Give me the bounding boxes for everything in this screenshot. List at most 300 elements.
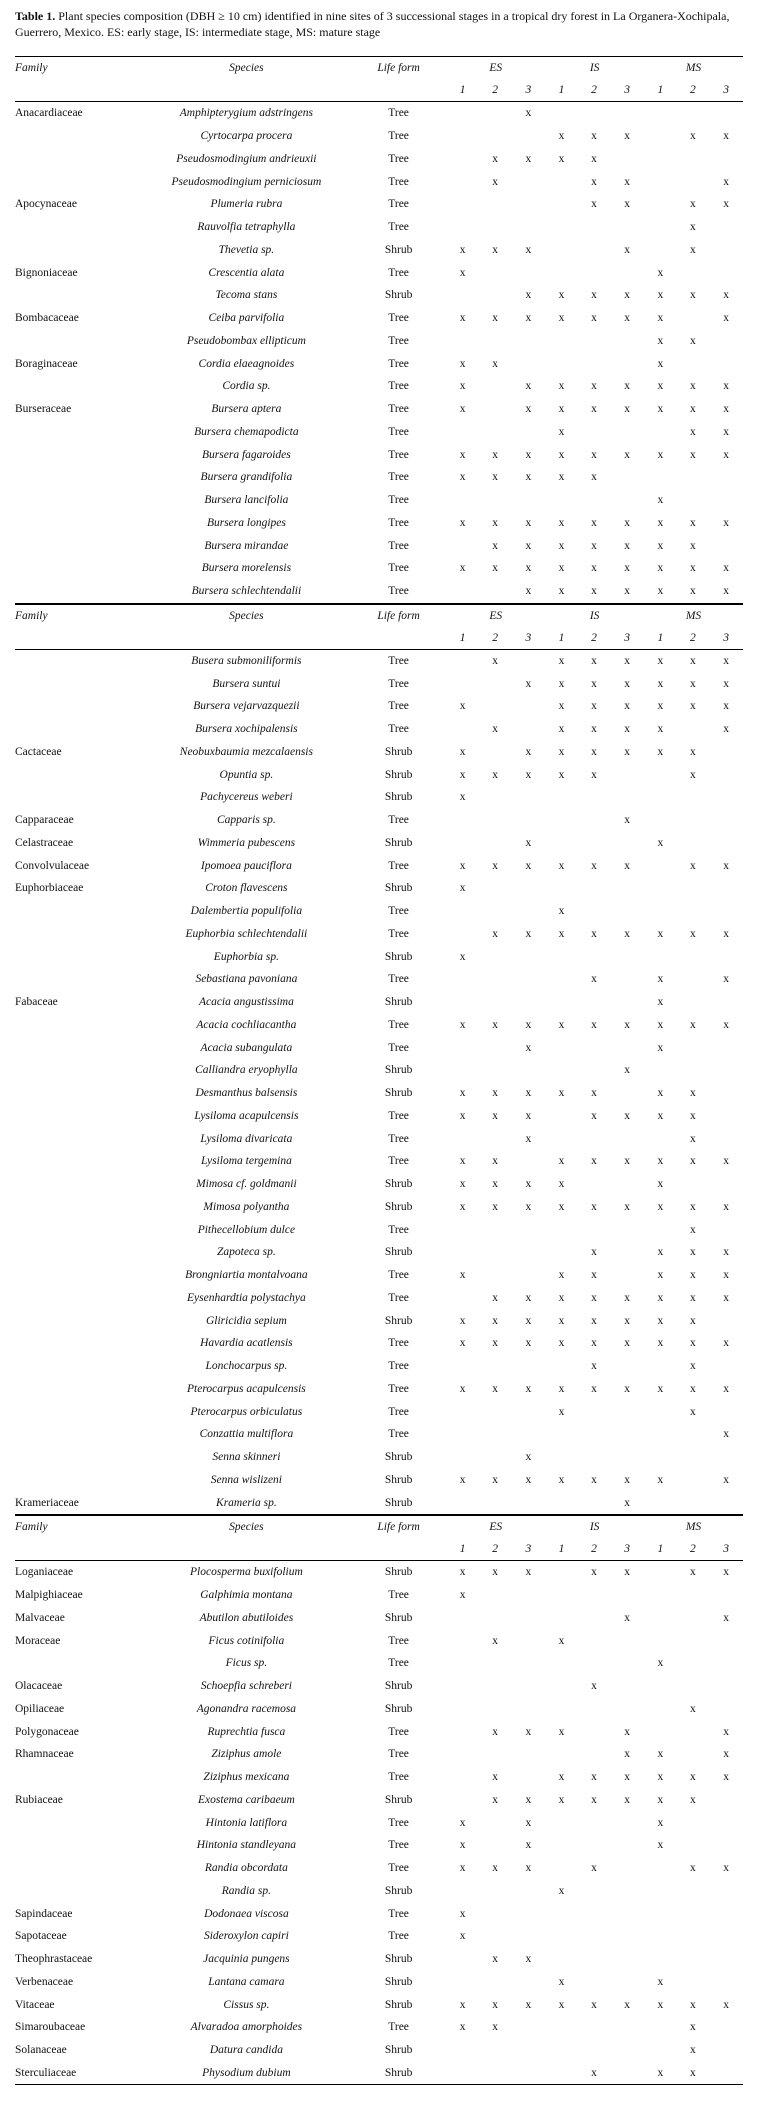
life-form-cell: Tree	[388, 357, 409, 370]
presence-cell: x	[723, 448, 729, 461]
life-form-cell: Shrub	[384, 1246, 413, 1259]
presence-cell	[511, 1218, 545, 1241]
species-cell: Bursera grandifolia	[200, 471, 293, 484]
table-row	[15, 125, 743, 148]
presence-cell: x	[657, 266, 664, 279]
presence-cell	[511, 489, 545, 512]
presence-cell	[545, 330, 578, 353]
species-cell: Datura candida	[209, 2044, 283, 2057]
family-cell	[15, 375, 142, 398]
presence-cell: x	[525, 152, 532, 165]
presence-cell: x	[644, 580, 677, 603]
presence-cell: x	[657, 836, 664, 849]
presence-cell: x	[723, 927, 729, 940]
presence-cell	[644, 1423, 677, 1446]
presence-cell: x	[690, 1566, 696, 1579]
life-form-cell: Tree	[388, 1748, 409, 1761]
table-row	[15, 261, 743, 284]
presence-cell	[479, 330, 512, 353]
table-row	[15, 148, 743, 171]
life-form-cell: Tree	[388, 927, 409, 940]
presence-cell	[610, 900, 644, 923]
presence-cell: x	[657, 1018, 664, 1031]
presence-cell: x	[723, 1862, 729, 1875]
presence-cell	[709, 1446, 743, 1469]
presence-cell: x	[591, 198, 597, 211]
table-row	[15, 945, 743, 968]
presence-cell	[446, 923, 479, 946]
presence-cell: x	[690, 289, 696, 302]
table-row	[15, 877, 743, 900]
presence-cell: x	[624, 516, 631, 529]
presence-cell	[709, 1698, 743, 1721]
presence-cell	[578, 1629, 611, 1652]
presence-cell	[644, 1925, 677, 1948]
presence-cell: x	[591, 1771, 597, 1784]
presence-cell	[610, 1880, 644, 1903]
presence-cell	[545, 832, 578, 855]
presence-cell	[479, 809, 512, 832]
header-life-form: Life form	[351, 604, 446, 627]
table-row	[15, 284, 743, 307]
presence-cell	[446, 1287, 479, 1310]
header-site-number: 2	[479, 1538, 512, 1561]
presence-cell	[479, 900, 512, 923]
presence-cell: x	[690, 403, 696, 416]
life-form-cell: Shrub	[384, 1314, 413, 1327]
presence-cell: x	[690, 562, 696, 575]
presence-cell	[709, 352, 743, 375]
presence-cell	[511, 2062, 545, 2085]
presence-cell	[709, 1036, 743, 1059]
header-family: Family	[15, 604, 142, 627]
life-form-cell: Tree	[388, 1360, 409, 1373]
species-cell: Wimmeria pubescens	[197, 836, 296, 849]
presence-cell: x	[624, 1064, 631, 1077]
header-site-number: 3	[709, 627, 743, 650]
species-cell: Dodonaea viscosa	[204, 1907, 289, 1920]
presence-cell	[709, 2062, 743, 2085]
presence-cell: x	[657, 403, 664, 416]
presence-cell	[578, 877, 611, 900]
presence-cell	[677, 1811, 710, 1834]
presence-cell	[446, 1400, 479, 1423]
presence-cell	[578, 991, 611, 1014]
table-row	[15, 2039, 743, 2062]
presence-cell: x	[558, 471, 565, 484]
presence-cell	[610, 148, 644, 171]
family-cell	[15, 1196, 142, 1219]
presence-cell: x	[657, 654, 664, 667]
presence-cell	[610, 1241, 644, 1264]
life-form-cell: Tree	[388, 1155, 409, 1168]
presence-cell: x	[558, 1473, 565, 1486]
species-cell: Thevetia sp.	[218, 243, 275, 256]
family-cell	[15, 1150, 142, 1173]
species-table-container	[15, 56, 743, 2085]
presence-cell: x	[492, 1998, 499, 2011]
species-cell: Pterocarpus orbiculatus	[190, 1405, 303, 1418]
table-row	[15, 1880, 743, 1903]
presence-cell	[578, 786, 611, 809]
presence-cell: x	[657, 1314, 664, 1327]
species-cell: Busera submoniliformis	[191, 654, 302, 667]
presence-cell	[511, 1241, 545, 1264]
presence-cell: x	[657, 1041, 664, 1054]
family-cell	[15, 763, 142, 786]
presence-cell	[578, 1607, 611, 1630]
presence-cell: x	[525, 1816, 532, 1829]
header-site-number: 2	[578, 1538, 611, 1561]
presence-cell: x	[591, 152, 597, 165]
table-row	[15, 216, 743, 239]
presence-cell	[610, 466, 644, 489]
presence-cell: x	[624, 1473, 631, 1486]
species-cell: Hintonia standleyana	[196, 1839, 297, 1852]
presence-cell	[709, 1218, 743, 1241]
presence-cell	[709, 2039, 743, 2062]
presence-cell	[578, 239, 611, 262]
species-cell: Ipomoea pauciflora	[200, 859, 292, 872]
presence-cell: x	[723, 380, 729, 393]
presence-cell	[610, 216, 644, 239]
presence-cell: x	[723, 1200, 729, 1213]
presence-cell	[479, 1698, 512, 1721]
family-cell	[15, 421, 142, 444]
species-cell: Plocosperma buxifolium	[190, 1566, 303, 1579]
presence-cell: x	[492, 1314, 499, 1327]
presence-cell: x	[690, 859, 696, 872]
table-row	[15, 1789, 743, 1812]
presence-cell: x	[690, 1862, 696, 1875]
presence-cell: x	[690, 1246, 696, 1259]
presence-cell: x	[723, 973, 729, 986]
presence-cell: x	[459, 1930, 466, 1943]
presence-cell: x	[492, 654, 499, 667]
life-form-cell: Tree	[388, 448, 409, 461]
life-form-cell: Tree	[388, 266, 409, 279]
header-site-number: 1	[644, 627, 677, 650]
presence-cell: x	[459, 791, 466, 804]
presence-cell	[610, 1446, 644, 1469]
species-cell: Alvaradoa amorphoides	[190, 2021, 303, 2034]
presence-cell: x	[525, 836, 532, 849]
presence-cell	[610, 832, 644, 855]
presence-cell: x	[723, 700, 729, 713]
species-cell: Mimosa cf. goldmanii	[196, 1178, 297, 1191]
presence-cell	[511, 352, 545, 375]
header-species: Species	[142, 57, 351, 80]
species-cell: Bursera aptera	[211, 403, 282, 416]
presence-cell	[545, 2016, 578, 2039]
presence-cell: x	[690, 334, 696, 347]
presence-cell: x	[591, 312, 597, 325]
presence-cell: x	[690, 1223, 696, 1236]
family-cell	[15, 1469, 142, 1492]
presence-cell	[511, 1766, 545, 1789]
presence-cell	[479, 1127, 512, 1150]
presence-cell: x	[558, 1155, 565, 1168]
life-form-cell: Shrub	[384, 289, 413, 302]
presence-cell	[479, 2039, 512, 2062]
presence-cell: x	[558, 539, 565, 552]
species-cell: Ficus cotinifolia	[208, 1634, 285, 1647]
family-cell	[15, 443, 142, 466]
presence-cell	[709, 2016, 743, 2039]
table-row	[15, 1082, 743, 1105]
presence-cell	[644, 1607, 677, 1630]
presence-cell	[677, 809, 710, 832]
presence-cell: x	[558, 425, 565, 438]
presence-cell: x	[690, 130, 696, 143]
presence-cell	[578, 330, 611, 353]
presence-cell	[578, 102, 611, 125]
species-cell: Pseudosmodingium andrieuxii	[176, 152, 317, 165]
presence-cell	[644, 1629, 677, 1652]
presence-cell	[709, 809, 743, 832]
table-row	[15, 1857, 743, 1880]
presence-cell	[545, 1423, 578, 1446]
presence-cell	[511, 216, 545, 239]
header-blank	[351, 79, 446, 102]
table-row	[15, 991, 743, 1014]
species-cell: Bursera morelensis	[201, 562, 292, 575]
presence-cell: x	[558, 700, 565, 713]
presence-cell	[545, 239, 578, 262]
presence-cell: x	[492, 1382, 499, 1395]
species-cell: Bursera vejarvazquezii	[193, 700, 300, 713]
presence-cell	[709, 991, 743, 1014]
presence-cell: x	[690, 1132, 696, 1145]
table-row	[15, 1287, 743, 1310]
life-form-cell: Tree	[388, 1634, 409, 1647]
table-row	[15, 398, 743, 421]
species-cell: Mimosa polyantha	[203, 1200, 290, 1213]
family-cell	[15, 1264, 142, 1287]
presence-cell	[479, 672, 512, 695]
table-row	[15, 512, 743, 535]
presence-cell	[610, 1675, 644, 1698]
presence-cell: x	[545, 580, 578, 603]
presence-cell	[677, 102, 710, 125]
presence-cell	[545, 1491, 578, 1514]
presence-cell: x	[690, 1382, 696, 1395]
presence-cell	[446, 148, 479, 171]
table-row	[15, 1127, 743, 1150]
table-row	[15, 1400, 743, 1423]
presence-cell: x	[525, 1109, 532, 1122]
species-cell: Ziziphus amole	[211, 1748, 282, 1761]
presence-cell: x	[657, 1473, 664, 1486]
presence-cell: x	[591, 1200, 597, 1213]
presence-cell	[677, 1173, 710, 1196]
presence-cell: x	[525, 380, 532, 393]
presence-cell: x	[591, 1269, 597, 1282]
presence-cell	[479, 1491, 512, 1514]
presence-cell	[578, 809, 611, 832]
table-row	[15, 900, 743, 923]
presence-cell: x	[558, 677, 565, 690]
family-cell	[15, 489, 142, 512]
presence-cell: x	[459, 1314, 466, 1327]
presence-cell: x	[558, 1771, 565, 1784]
presence-cell	[545, 945, 578, 968]
presence-cell	[610, 330, 644, 353]
species-cell: Pterocarpus acapulcensis	[187, 1382, 306, 1395]
family-cell	[15, 900, 142, 923]
species-cell: Bursera fagaroides	[202, 448, 291, 461]
table-row	[15, 1948, 743, 1971]
presence-cell: x	[690, 768, 696, 781]
family-cell: Olacaceae	[15, 1680, 63, 1693]
presence-cell: x	[558, 516, 565, 529]
family-cell	[15, 1241, 142, 1264]
presence-cell	[479, 695, 512, 718]
presence-cell	[578, 1948, 611, 1971]
presence-cell	[545, 1218, 578, 1241]
presence-cell	[545, 1607, 578, 1630]
presence-cell	[709, 1971, 743, 1994]
presence-cell: x	[459, 516, 466, 529]
presence-cell	[578, 2039, 611, 2062]
presence-cell	[446, 1355, 479, 1378]
family-cell: Euphorbiaceae	[15, 882, 84, 895]
family-cell	[15, 466, 142, 489]
presence-cell: x	[492, 562, 499, 575]
header-stage: MS	[644, 57, 743, 80]
presence-cell	[479, 421, 512, 444]
presence-cell: x	[591, 745, 597, 758]
presence-cell	[479, 1059, 512, 1082]
presence-cell: x	[525, 1382, 532, 1395]
life-form-cell: Tree	[388, 516, 409, 529]
family-cell: Simaroubaceae	[15, 2021, 86, 2034]
presence-cell	[709, 741, 743, 764]
table-row	[15, 1675, 743, 1698]
presence-cell: x	[657, 1839, 664, 1852]
presence-cell: x	[624, 1155, 631, 1168]
species-cell: Lantana camara	[208, 1975, 285, 1988]
presence-cell	[578, 1218, 611, 1241]
presence-cell: x	[591, 768, 597, 781]
table-row	[15, 443, 743, 466]
presence-cell	[446, 649, 479, 672]
family-cell	[15, 968, 142, 991]
presence-cell	[610, 877, 644, 900]
life-form-cell: Shrub	[384, 950, 413, 963]
species-cell: Cyrtocarpa procera	[200, 130, 293, 143]
presence-cell: x	[591, 1566, 597, 1579]
presence-cell: x	[558, 1200, 565, 1213]
family-cell	[15, 1332, 142, 1355]
life-form-cell: Tree	[388, 1589, 409, 1602]
presence-cell: x	[459, 1087, 466, 1100]
presence-cell: x	[690, 2044, 696, 2057]
presence-cell: x	[525, 1132, 532, 1145]
family-cell	[15, 786, 142, 809]
presence-cell	[446, 672, 479, 695]
species-cell: Amphipterygium adstringens	[179, 107, 313, 120]
table-row	[15, 718, 743, 741]
species-cell: Bursera chemapodicta	[194, 425, 299, 438]
species-cell: Bursera schlechtendalii	[142, 580, 351, 603]
presence-cell	[545, 1652, 578, 1675]
presence-cell	[479, 1036, 512, 1059]
presence-cell: x	[690, 1337, 696, 1350]
presence-cell	[709, 148, 743, 171]
presence-cell	[578, 1971, 611, 1994]
presence-cell	[578, 1400, 611, 1423]
species-cell: Cordia sp.	[222, 380, 271, 393]
presence-cell	[446, 580, 479, 603]
presence-cell	[479, 877, 512, 900]
family-cell	[15, 1082, 142, 1105]
presence-cell: x	[591, 859, 597, 872]
presence-cell	[446, 1789, 479, 1812]
presence-cell	[578, 1652, 611, 1675]
presence-cell: x	[459, 562, 466, 575]
presence-cell: x	[657, 289, 664, 302]
table-row	[15, 1036, 743, 1059]
species-cell: Randia sp.	[221, 1884, 271, 1897]
presence-cell: x	[624, 403, 631, 416]
presence-cell	[709, 1789, 743, 1812]
presence-cell	[677, 832, 710, 855]
presence-cell: x	[558, 1291, 565, 1304]
presence-cell	[709, 1105, 743, 1128]
presence-cell: x	[459, 266, 466, 279]
presence-cell	[677, 1720, 710, 1743]
presence-cell: x	[610, 580, 644, 603]
presence-cell	[479, 2062, 512, 2085]
presence-cell	[677, 1491, 710, 1514]
presence-cell	[511, 1652, 545, 1675]
presence-cell	[511, 786, 545, 809]
presence-cell	[709, 1173, 743, 1196]
presence-cell: x	[525, 1953, 532, 1966]
presence-cell: x	[558, 768, 565, 781]
presence-cell	[479, 1264, 512, 1287]
presence-cell	[446, 1127, 479, 1150]
presence-cell: x	[657, 1291, 664, 1304]
presence-cell: x	[459, 859, 466, 872]
presence-cell	[709, 1059, 743, 1082]
presence-cell: x	[492, 1953, 499, 1966]
presence-cell: x	[723, 1269, 729, 1282]
presence-cell	[578, 489, 611, 512]
presence-cell: x	[677, 580, 710, 603]
table-row	[15, 786, 743, 809]
life-form-cell: Shrub	[384, 768, 413, 781]
header-stage: ES	[446, 604, 545, 627]
life-form-cell: Tree	[388, 973, 409, 986]
presence-cell: x	[525, 403, 532, 416]
presence-cell: x	[723, 130, 729, 143]
presence-cell: x	[558, 1314, 565, 1327]
family-cell	[15, 125, 142, 148]
presence-cell: x	[690, 1200, 696, 1213]
presence-cell	[545, 1948, 578, 1971]
life-form-cell: Tree	[388, 1405, 409, 1418]
presence-cell	[446, 1720, 479, 1743]
presence-cell	[677, 170, 710, 193]
presence-cell: x	[591, 448, 597, 461]
presence-cell: x	[624, 1748, 631, 1761]
presence-cell: x	[723, 1748, 729, 1761]
presence-cell	[709, 1675, 743, 1698]
table-row	[15, 1743, 743, 1766]
presence-cell	[578, 352, 611, 375]
